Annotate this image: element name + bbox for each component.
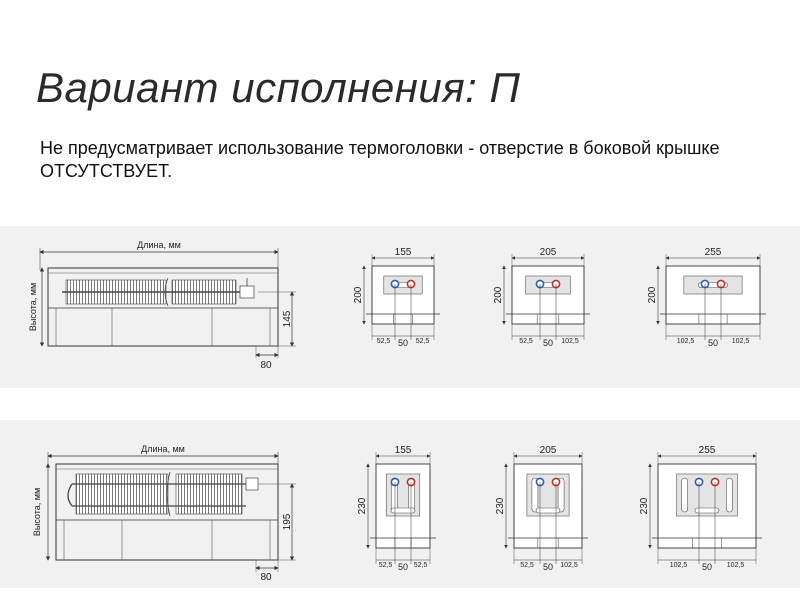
bottom-dim-value: 52,5: [378, 562, 393, 569]
bottom-dim-value: 52,5: [413, 562, 428, 569]
slot: [536, 508, 560, 513]
bottom-dim-value: 50: [707, 338, 719, 348]
height-value: 200: [493, 286, 504, 304]
height-value: 230: [639, 497, 650, 515]
height-value: 230: [495, 497, 506, 515]
housing-outline: [666, 266, 760, 324]
description-text: Не предусматривает использование термоголовки - отверстие в боковой крышке ОТСУТСТВУЕТ.: [40, 138, 720, 181]
width-value: 255: [704, 247, 722, 258]
section-view: [495, 445, 588, 572]
bottom-dim-value: 50: [397, 338, 409, 348]
page-title: Вариант исполнения: П: [36, 64, 521, 111]
bottom-dim-value: 50: [701, 562, 713, 572]
foot-width-value: 80: [260, 572, 272, 583]
slot: [695, 508, 719, 513]
bottom-dim-value: 52,5: [376, 338, 391, 345]
section-view: [493, 247, 590, 348]
bottom-dim-value: 50: [542, 338, 554, 348]
section-view: [357, 445, 436, 572]
width-value: 205: [539, 247, 557, 258]
length-label: Длина, мм: [141, 444, 185, 454]
inner-height-value: 145: [282, 310, 293, 328]
housing-outline: [372, 266, 434, 324]
width-value: 155: [394, 445, 412, 456]
bottom-dim-value: 102,5: [669, 562, 688, 569]
slot: [726, 478, 732, 512]
height-label: Высота, мм: [32, 487, 42, 537]
height-value: 200: [353, 286, 364, 304]
bottom-dim-value: 52,5: [415, 338, 430, 345]
width-value: 205: [539, 445, 557, 456]
bottom-dim-value: 102,5: [561, 338, 579, 345]
height-label: Высота, мм: [28, 282, 38, 332]
bottom-dim-value: 102,5: [726, 562, 745, 569]
bottom-dim-value: 50: [397, 562, 409, 572]
section-view: [353, 247, 440, 348]
section-view: [647, 247, 766, 348]
housing-outline: [512, 266, 584, 324]
section-views: [353, 247, 766, 572]
slot: [391, 508, 415, 513]
slot: [682, 478, 688, 512]
bottom-dim-value: 50: [542, 562, 554, 572]
foot-width-value: 80: [260, 360, 272, 371]
length-label: Длина, мм: [137, 240, 181, 250]
bottom-dim-value: 52,5: [520, 562, 534, 569]
inner-height-value: 195: [282, 513, 293, 531]
width-value: 255: [698, 445, 716, 456]
bottom-dim-value: 102,5: [731, 338, 750, 345]
section-view: [639, 445, 762, 572]
bottom-dim-value: 102,5: [676, 338, 695, 345]
side-view-1: [28, 240, 296, 371]
width-value: 155: [394, 247, 412, 258]
height-value: 200: [647, 286, 658, 304]
bottom-dim-value: 52,5: [519, 338, 533, 345]
bottom-dim-value: 102,5: [560, 562, 578, 569]
side-view-2: [32, 444, 296, 583]
height-value: 230: [357, 497, 368, 515]
